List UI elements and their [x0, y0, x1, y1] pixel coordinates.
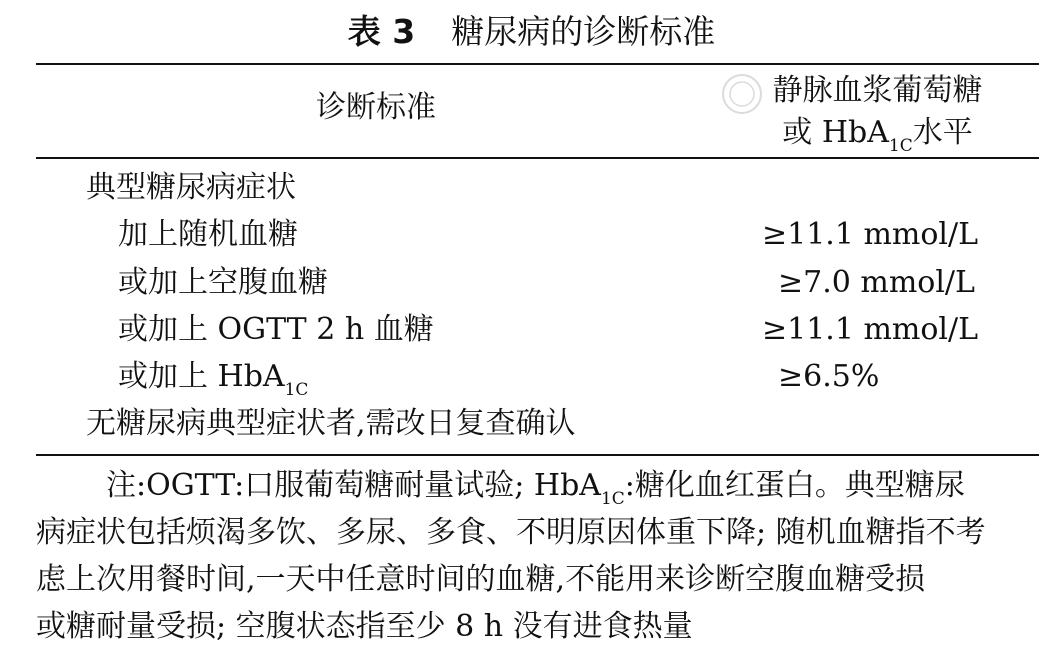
- header-level: [716, 70, 1039, 154]
- row-no-symptoms: 无糖尿病典型症状者,需改日复查确认: [86, 406, 576, 441]
- note-line-3: 虑上次用餐时间,一天中任意时间的血糖,不能用来诊断空腹血糖受损: [36, 562, 926, 597]
- row-random-glucose: 加上随机血糖: [118, 217, 298, 252]
- note-line-2: 病症状包括烦渴多饮、多尿、多食、不明原因体重下降; 随机血糖指不考: [36, 515, 986, 550]
- row-hba1c: 或加上 HbA$_{1C}$: [118, 359, 309, 400]
- row-typical-symptoms: 典型糖尿病症状: [86, 170, 296, 205]
- table-number: 表 3: [347, 12, 416, 51]
- header-level-line1: 静脉血浆葡萄糖: [772, 73, 983, 108]
- value-hba1c: ≥6.5%: [778, 359, 880, 394]
- header-rule: [36, 157, 1039, 159]
- value-random-glucose: ≥11.1 mmol/L: [762, 217, 979, 252]
- table-caption: 糖尿病的诊断标准: [451, 12, 716, 51]
- row-fasting-glucose: 或加上空腹血糖: [118, 265, 328, 300]
- value-ogtt-glucose: ≥11.1 mmol/L: [762, 312, 979, 347]
- top-rule: [36, 63, 1039, 65]
- table-note: [36, 462, 1039, 650]
- header-criteria: 诊断标准: [316, 90, 436, 125]
- bottom-rule: [36, 454, 1039, 456]
- value-fasting-glucose: ≥7.0 mmol/L: [778, 265, 975, 300]
- note-line-4: 或糖耐量受损; 空腹状态指至少 8 h 没有进食热量: [36, 609, 693, 644]
- note-line-1: 注:OGTT:口服葡萄糖耐量试验; HbA$_{1C}$:糖化血红蛋白。典型糖尿: [106, 468, 965, 509]
- table-title: [0, 8, 1063, 56]
- row-ogtt-glucose: 或加上 OGTT 2 h 血糖: [118, 312, 434, 347]
- header-level-line2: 或 HbA$_{1C}$水平: [782, 115, 973, 156]
